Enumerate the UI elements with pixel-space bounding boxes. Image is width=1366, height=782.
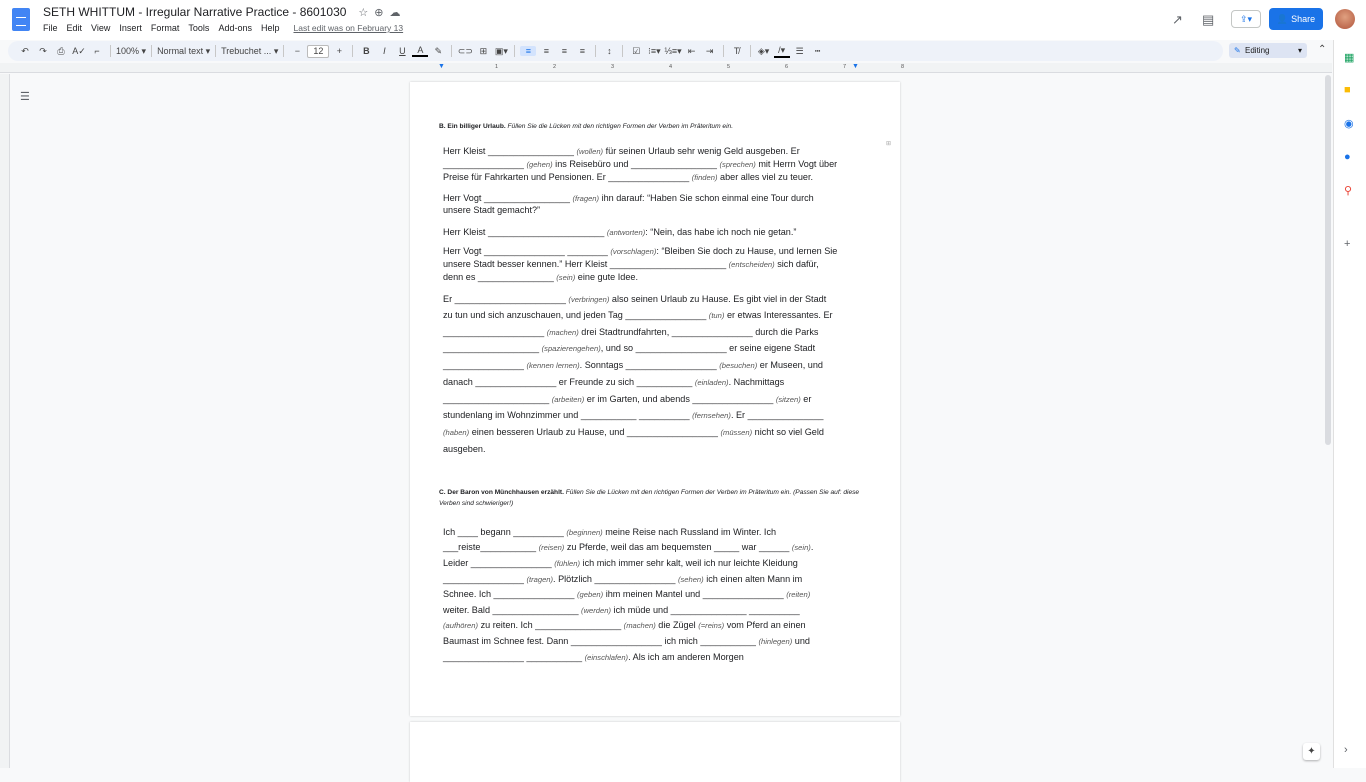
- verb-hint: (vorschlagen): [610, 247, 657, 256]
- border-color-icon[interactable]: /▾: [774, 45, 790, 58]
- keep-icon[interactable]: ■: [1344, 84, 1351, 96]
- verb-hint: (werden): [581, 606, 612, 615]
- present-button[interactable]: ⇪▾: [1231, 10, 1261, 28]
- highlight-icon[interactable]: ✎: [434, 45, 443, 56]
- verb-hint: (arbeiten): [551, 395, 585, 404]
- verb-hint: (aufhören): [443, 621, 479, 630]
- text-line[interactable]: Herr Vogt ________________ ________ (vorschlagen): “Bleiben Sie doch zu Hause, und lernen Sie: [443, 246, 838, 256]
- ruler-tick-label: 8: [901, 64, 905, 70]
- zoom-select[interactable]: 100% ▾: [116, 45, 147, 56]
- redo-icon[interactable]: ↷: [39, 45, 47, 56]
- side-panel: [1333, 40, 1366, 768]
- verb-hint: (=reins): [698, 621, 725, 630]
- text-line[interactable]: ausgeben.: [443, 444, 486, 454]
- menu-help[interactable]: Help: [260, 23, 280, 33]
- text-line[interactable]: Er ______________________ (verbringen) also seinen Urlaub zu Hause. Es gibt viel in der Stadt: [443, 294, 827, 304]
- text-line[interactable]: Schnee. Ich ________________ (geben) ihm meinen Mantel und ________________ (reiten): [443, 589, 811, 599]
- increase-font-size-button[interactable]: +: [336, 46, 342, 56]
- menu-tools[interactable]: Tools: [188, 23, 210, 33]
- contacts-icon[interactable]: ●: [1344, 151, 1351, 163]
- document-page-2[interactable]: [410, 722, 900, 782]
- verb-hint: (verbringen): [568, 295, 610, 304]
- verb-hint: (fernsehen): [692, 411, 731, 420]
- menu-insert[interactable]: Insert: [119, 23, 142, 33]
- menu-view[interactable]: View: [91, 23, 111, 33]
- verb-hint: (reiten): [786, 590, 811, 599]
- spellcheck-icon[interactable]: A✓: [72, 45, 86, 56]
- verb-hint: (sein): [556, 273, 576, 282]
- checklist-icon[interactable]: ☑: [632, 45, 641, 56]
- justify-icon[interactable]: ≡: [579, 46, 585, 56]
- verb-hint: (hinlegen): [758, 637, 793, 646]
- text-line[interactable]: unsere Stadt besser kennen.” Herr Kleist _______________________ (entscheiden) sich dafür,: [443, 259, 819, 269]
- sectionC-heading: C. Der Baron von Münchhausen erzählt. Füllen Sie die Lücken mit den richtigen Formen der Verben im Präteritum ein. (Passen Sie auf: diese Verben sind schwieriger!): [439, 489, 860, 507]
- docs-logo-icon[interactable]: [12, 8, 30, 31]
- font-select[interactable]: Trebuchet ... ▾: [221, 45, 279, 56]
- verb-hint: (entscheiden): [728, 260, 775, 269]
- text-line[interactable]: _____________________ (arbeiten) er im Garten, und abends ________________ (sitzen) er: [443, 394, 812, 404]
- menu-edit[interactable]: Edit: [66, 23, 83, 33]
- verb-hint: (geben): [577, 590, 604, 599]
- menu-format[interactable]: Format: [150, 23, 180, 33]
- verb-hint: (fragen): [572, 194, 600, 203]
- move-icon[interactable]: ⊕: [374, 6, 384, 19]
- image-icon[interactable]: ▣▾: [494, 45, 508, 56]
- border-dash-icon[interactable]: ┅: [814, 45, 821, 56]
- underline-icon[interactable]: U: [399, 46, 406, 56]
- text-line[interactable]: (aufhören) zu reiten. Ich _________________ (machen) die Zügel (=reins) vom Pferd an einen: [443, 620, 806, 630]
- vertical-ruler[interactable]: [0, 74, 10, 768]
- menu-file[interactable]: File: [43, 23, 58, 33]
- paint-format-icon[interactable]: ⌐: [94, 46, 100, 56]
- decrease-font-size-button[interactable]: −: [294, 46, 300, 56]
- sheets-icon[interactable]: ▦: [1344, 52, 1355, 64]
- text-line[interactable]: ___reiste___________ (reisen) zu Pferde, weil das am bequemsten _____ war ______ (sein).: [443, 542, 814, 552]
- verb-hint: (haben): [443, 428, 470, 437]
- text-line[interactable]: Baumast im Schnee fest. Dann __________________ ich mich ___________ (hinlegen) und: [443, 636, 810, 646]
- numbered-list-icon[interactable]: ⅓≡▾: [664, 45, 682, 56]
- text-line[interactable]: Herr Kleist _______________________ (antworten): “Nein, das habe ich noch nie getan.”: [443, 227, 797, 237]
- align-left-icon[interactable]: ≡: [520, 46, 536, 56]
- title-bar: [0, 0, 1366, 40]
- document-title[interactable]: SETH WHITTUM - Irregular Narrative Practice - 8601030: [43, 5, 347, 19]
- text-color-icon[interactable]: A: [412, 45, 428, 57]
- avatar[interactable]: [1335, 9, 1355, 29]
- add-comment-icon[interactable]: ⊞: [886, 141, 892, 147]
- verb-hint: (besuchen): [719, 361, 758, 370]
- text-line[interactable]: Leider ________________ (fühlen) ich mich immer sehr kalt, weil ich nur leichte Kleidung: [443, 558, 798, 568]
- verb-hint: (beginnen): [566, 528, 603, 537]
- person-icon: 👤: [1276, 13, 1289, 24]
- verb-hint: (antworten): [606, 228, 646, 237]
- pencil-icon: ✎: [1234, 46, 1241, 55]
- comments-icon[interactable]: ▤: [1202, 12, 1215, 27]
- hide-menus-chevron-up-icon[interactable]: ⌃: [1318, 44, 1327, 55]
- verb-hint: (fühlen): [554, 559, 581, 568]
- undo-icon[interactable]: ↶: [21, 45, 29, 56]
- tasks-icon[interactable]: ◉: [1344, 118, 1354, 130]
- ruler-tick-label: 6: [785, 64, 789, 70]
- verb-hint: (kennen lernen): [526, 361, 580, 370]
- align-right-icon[interactable]: ≡: [561, 46, 567, 56]
- text-line[interactable]: ____________________ (machen) drei Stadtrundfahrten, ________________ durch die Parks: [443, 327, 819, 337]
- ruler-tick-label: 1: [495, 64, 499, 70]
- verb-hint: (müssen): [720, 428, 753, 437]
- menu-row: [43, 23, 403, 33]
- expand-panel-chevron-icon[interactable]: ›: [1344, 744, 1348, 756]
- share-button[interactable]: 👤 Share: [1269, 8, 1323, 30]
- text-line[interactable]: Herr Vogt _________________ (fragen) ihn darauf: “Haben Sie schon einmal eine Tour durch: [443, 193, 814, 203]
- verb-hint: (einschlafen): [584, 653, 629, 662]
- text-line[interactable]: danach ________________ er Freunde zu sich ___________ (einladen). Nachmittags: [443, 377, 785, 387]
- menu-add-ons[interactable]: Add-ons: [218, 23, 252, 33]
- chevron-down-icon: ▾: [1297, 46, 1302, 55]
- ruler-tick-label: 4: [669, 64, 673, 70]
- verb-hint: (sehen): [677, 575, 704, 584]
- fill-color-icon[interactable]: ◈▾: [757, 45, 770, 56]
- explore-icon[interactable]: ✦: [1303, 743, 1320, 760]
- line-spacing-icon[interactable]: ↕: [607, 46, 612, 56]
- text-line[interactable]: Preise für Fahrkarten und Pensionen. Er ________________ (finden) aber alles viel zu teuer.: [443, 172, 814, 182]
- ruler-tick-label: 7: [843, 64, 847, 70]
- text-line[interactable]: ________________ (kennen lernen). Sonntags __________________ (besuchen) er Museen, und: [443, 360, 823, 370]
- menu-bar: [43, 23, 279, 33]
- last-edit-link[interactable]: Last edit was on February 13: [293, 23, 404, 33]
- ruler-tick-label: 5: [727, 64, 731, 70]
- increase-indent-icon[interactable]: ⇥: [705, 45, 714, 56]
- comment-icon[interactable]: ⊞: [479, 45, 488, 56]
- verb-hint: (wollen): [576, 147, 604, 156]
- verb-hint: (reisen): [538, 543, 565, 552]
- text-line[interactable]: denn es _______________ (sein) eine gute Idee.: [443, 272, 638, 282]
- verb-hint: (machen): [623, 621, 656, 630]
- link-icon[interactable]: ⊂⊃: [457, 45, 473, 56]
- verb-hint: (gehen): [526, 160, 553, 169]
- text-line[interactable]: stundenlang im Wohnzimmer und ___________ __________ (fernsehen). Er _______________: [443, 410, 824, 420]
- star-icon[interactable]: ☆: [358, 6, 369, 19]
- editing-mode-select[interactable]: ✎ Editing ▾: [1229, 43, 1307, 58]
- bulleted-list-icon[interactable]: ⁝≡▾: [648, 45, 661, 56]
- bold-icon[interactable]: B: [363, 46, 370, 56]
- verb-hint: (machen): [546, 328, 579, 337]
- maps-icon[interactable]: ⚲: [1344, 185, 1353, 197]
- font-size-input[interactable]: 12: [307, 45, 329, 58]
- text-line[interactable]: Ich ____ begann __________ (beginnen) meine Reise nach Russland im Winter. Ich: [443, 527, 777, 537]
- text-line[interactable]: unsere Stadt gemacht?”: [443, 205, 541, 215]
- text-line[interactable]: Herr Kleist _________________ (wollen) für seinen Urlaub sehr wenig Geld ausgeben. Er: [443, 146, 800, 156]
- text-line[interactable]: ________________ (gehen) ins Reisebüro und _________________ (sprechen) mit Herrn Vogt über: [443, 159, 838, 169]
- ruler-tick-label: 2: [553, 64, 557, 70]
- cloud-status-icon[interactable]: ☁: [389, 6, 401, 19]
- verb-hint: (sein): [791, 543, 811, 552]
- style-select[interactable]: Normal text ▾: [157, 45, 211, 56]
- print-icon[interactable]: ⎙: [57, 45, 65, 56]
- text-line[interactable]: zu tun und sich anzuschauen, und jeden Tag ________________ (tun) er etwas Interessantes. Er: [443, 310, 833, 320]
- sectionB-heading: B. Ein billiger Urlaub. Füllen Sie die Lücken mit den richtigen Formen der Verben im Präteritum ein.: [439, 123, 734, 130]
- text-line[interactable]: weiter. Bald _________________ (werden) ich müde und _______________ __________: [443, 605, 800, 615]
- text-line[interactable]: (haben) einen besseren Urlaub zu Hause, und __________________ (müssen) nicht so viel Geld: [443, 427, 824, 437]
- align-center-icon[interactable]: ≡: [543, 46, 549, 56]
- verb-hint: (einladen): [694, 378, 729, 387]
- ruler-tick-label: 3: [611, 64, 615, 70]
- right-indent-marker-icon[interactable]: ▼: [852, 63, 859, 70]
- verb-hint: (tun): [708, 311, 725, 320]
- verb-hint: (tragen): [526, 575, 554, 584]
- verb-hint: (finden): [691, 173, 718, 182]
- document-outline-icon[interactable]: ☰: [20, 91, 30, 103]
- verb-hint: (sitzen): [775, 395, 801, 404]
- italic-icon[interactable]: I: [383, 46, 386, 56]
- decrease-indent-icon[interactable]: ⇤: [687, 45, 696, 56]
- vertical-scrollbar[interactable]: [1325, 75, 1331, 445]
- verb-hint: (spazierengehen): [541, 344, 601, 353]
- title-row: [43, 5, 401, 19]
- text-line[interactable]: ________________ (tragen). Plötzlich ________________ (sehen) ich einen alten Mann im: [443, 574, 803, 584]
- border-width-icon[interactable]: ☰: [795, 45, 804, 56]
- text-line[interactable]: ________________ ___________ (einschlafen). Als ich am anderen Morgen: [443, 652, 744, 662]
- clear-formatting-icon[interactable]: T̸: [733, 46, 740, 56]
- activity-icon[interactable]: ↗: [1172, 12, 1183, 27]
- verb-hint: (sprechen): [719, 160, 756, 169]
- text-line[interactable]: ___________________ (spazierengehen), und so __________________ er seine eigene Stadt: [443, 343, 816, 353]
- indent-marker-icon[interactable]: ▼: [438, 63, 445, 70]
- toolbar: [8, 41, 1223, 61]
- add-addon-icon[interactable]: +: [1344, 238, 1351, 250]
